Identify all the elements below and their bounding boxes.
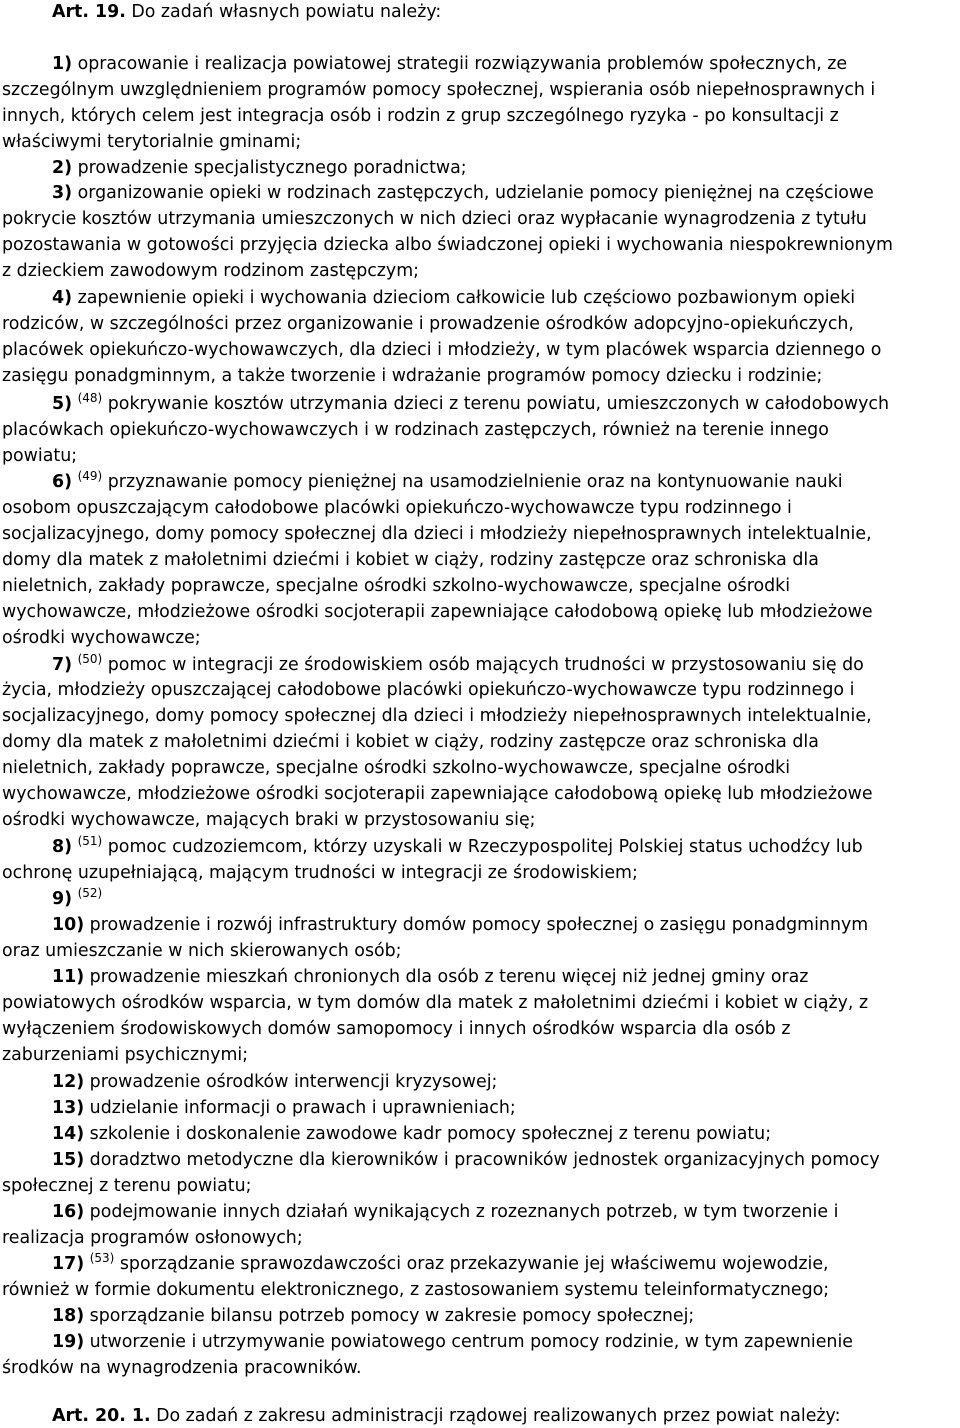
text-line [2, 1043, 248, 1067]
text-line [2, 496, 792, 520]
footnote-ref: (48) [77, 391, 103, 405]
line-text: szkolenie i doskonalenie zawodowe kadr pomocy społecznej z terenu powiatu; [84, 1124, 772, 1144]
line-text: wychowawcze, młodzieżowe ośrodki socjoterapii zapewniające całodobową opiekę lub młodzieżowe [2, 602, 873, 622]
list-item-start [52, 1148, 880, 1172]
line-text: pomoc cudzoziemcom, którzy uzyskali w Rzeczypospolitej Polskiej status uchodźcy lub [102, 837, 863, 857]
item-number: 8) [52, 837, 73, 857]
item-number: 6) [52, 472, 73, 492]
line-text: z dzieckiem zawodowym rodzinom zastępczym; [2, 261, 420, 281]
text-line [2, 104, 839, 128]
line-text: organizowanie opieki w rodzinach zastępczych, udzielanie pomocy pieniężnej na częściowe [72, 183, 874, 203]
text-line [2, 418, 829, 442]
line-text: zaburzeniami psychicznymi; [2, 1045, 249, 1065]
item-number: 7) [52, 655, 73, 675]
text-line [2, 782, 873, 806]
line-text: prowadzenie mieszkań chronionych dla osób z terenu więcej niż jednej gminy oraz [84, 967, 809, 987]
text-line [2, 626, 201, 650]
text-line [2, 130, 301, 154]
text-line [2, 1226, 303, 1250]
line-text: szczególnym uwzględnieniem programów pomocy społecznej, wspierania osób niepełnosprawnych i [2, 80, 876, 100]
text-line [2, 312, 854, 336]
list-item-start [52, 887, 102, 911]
article-heading [52, 0, 441, 24]
text-line [2, 1278, 829, 1302]
item-number: 4) [52, 288, 73, 308]
item-number: 18) [52, 1306, 85, 1326]
line-text: nieletnich, zakłady poprawcze, specjalne ośrodki szkolno-wychowawcze, specjalne ośrodki [2, 576, 791, 596]
line-text: podejmowanie innych działań wynikających z rozeznanych potrzeb, w tym tworzenie i [84, 1202, 839, 1222]
list-item-start [52, 835, 863, 859]
list-item-start [52, 1304, 694, 1328]
line-text: prowadzenie i rozwój infrastruktury domów pomocy społecznej o zasięgu ponadgminnym [84, 915, 869, 935]
list-item-start [52, 913, 868, 937]
footnote-ref: (52) [77, 886, 103, 900]
line-text: placówkach opiekuńczo-wychowawczych i w rodzinach zastępczych, również na terenie innego [2, 420, 829, 440]
text-line [2, 444, 77, 468]
line-text: oraz umieszczanie w nich skierowanych osób; [2, 941, 402, 961]
footnote-ref: (49) [77, 469, 103, 483]
text-line [2, 861, 638, 885]
text-line [2, 574, 790, 598]
line-text: sporządzanie sprawozdawczości oraz przekazywanie jej właściwemu wojewodzie, [114, 1254, 829, 1274]
text-line [2, 756, 790, 780]
footnote-ref: (50) [77, 652, 103, 666]
item-number: 15) [52, 1150, 85, 1170]
text-line [2, 704, 872, 728]
item-number: Art. 20. 1. [52, 1406, 151, 1426]
line-text: wychowawcze, młodzieżowe ośrodki socjoterapii zapewniające całodobową opiekę lub młodzieżowe [2, 784, 873, 804]
text-line [2, 1356, 361, 1380]
line-text: pomoc w integracji ze środowiskiem osób mających trudności w przystosowaniu się do [102, 655, 864, 675]
item-number: 3) [52, 183, 73, 203]
text-line [2, 338, 881, 362]
item-number: 17) [52, 1254, 85, 1274]
line-text: przyznawanie pomocy pieniężnej na usamodzielnienie oraz na kontynuowanie nauki [102, 472, 843, 492]
text-line [2, 730, 819, 754]
item-number: 19) [52, 1332, 85, 1352]
line-text: doradztwo metodyczne dla kierowników i pracowników jednostek organizacyjnych pomocy [84, 1150, 880, 1170]
line-text: również w formie dokumentu elektronicznego, z zastosowaniem systemu teleinformatycznego; [2, 1280, 830, 1300]
line-text: środków na wynagrodzenia pracowników. [2, 1358, 362, 1378]
line-text: wyłączeniem środowiskowych domów samopomocy i innych ośrodków wsparcia dla osób z [2, 1019, 791, 1039]
list-item-start [52, 181, 874, 205]
text-line [2, 78, 875, 102]
line-text: domy dla matek z małoletnimi dziećmi i kobiet w ciąży, rodziny zastępcze oraz schroniska dla [2, 732, 819, 752]
text-line [2, 207, 867, 231]
line-text: prowadzenie specjalistycznego poradnictwa; [72, 158, 467, 178]
line-text: opracowanie i realizacja powiatowej strategii rozwiązywania problemów społecznych, ze [72, 54, 848, 74]
list-item-start [52, 1200, 838, 1224]
line-text: domy dla matek z małoletnimi dziećmi i kobiet w ciąży, rodziny zastępcze oraz schroniska dla [2, 550, 819, 570]
line-text: ośrodki wychowawcze, mających braki w przystosowaniu się; [2, 810, 536, 830]
article-heading [52, 1404, 840, 1428]
line-text: pokrycie kosztów utrzymania umieszczonych w nich dzieci oraz wypłacanie wynagrodzenia z tytułu [2, 209, 867, 229]
line-text: zapewnienie opieki i wychowania dzieciom całkowicie lub częściowo pozbawionym opieki [72, 288, 856, 308]
list-item-start [52, 1252, 829, 1276]
line-text: pokrywanie kosztów utrzymania dzieci z terenu powiatu, umieszczonych w całodobowych [102, 394, 890, 414]
line-text: życia, młodzieży opuszczającej całodobowe placówki opiekuńczo-wychowawcze typu rodzinnego i [2, 680, 855, 700]
text-line [2, 233, 893, 257]
line-text: właściwymi terytorialnie gminami; [2, 132, 302, 152]
list-item-start [52, 965, 808, 989]
line-text: pozostawania w gotowości przyjęcia dziecka albo świadczonej opieki i wychowania niespokrewnionym [2, 235, 893, 255]
list-item-start [52, 1096, 516, 1120]
list-item-start [52, 1122, 771, 1146]
list-item-start [52, 653, 864, 677]
line-text: utworzenie i utrzymywanie powiatowego centrum pomocy rodzinie, w tym zapewnienie [84, 1332, 853, 1352]
line-text: socjalizacyjnego, domy pomocy społecznej dla dzieci i młodzieży niepełnosprawnych intelektualnie, [2, 706, 872, 726]
list-item-start [52, 1330, 853, 1354]
item-number: 10) [52, 915, 85, 935]
item-number: 2) [52, 158, 73, 178]
line-text: innych, których celem jest integracja osób i rodzin z grup szczególnego ryzyka - po konsultacji z [2, 106, 839, 126]
list-item-start [52, 1070, 497, 1094]
line-text: prowadzenie ośrodków interwencji kryzysowej; [84, 1072, 498, 1092]
line-text: powiatu; [2, 446, 78, 466]
list-item-start [52, 286, 855, 310]
footnote-ref: (53) [89, 1251, 115, 1265]
line-text: sporządzanie bilansu potrzeb pomocy w zakresie pomocy społecznej; [84, 1306, 695, 1326]
line-text: osobom opuszczającym całodobowe placówki opiekuńczo-wychowawcze typu rodzinnego i [2, 498, 792, 518]
text-line [2, 808, 536, 832]
item-number: 11) [52, 967, 85, 987]
line-text: społecznej z terenu powiatu; [2, 1176, 252, 1196]
list-item-start [52, 392, 889, 416]
line-text: realizacja programów osłonowych; [2, 1228, 303, 1248]
item-number: 12) [52, 1072, 85, 1092]
line-text: Do zadań z zakresu administracji rządowej realizowanych przez powiat należy: [150, 1406, 841, 1426]
line-text: ochronę uzupełniającą, mającym trudności w integracji ze środowiskiem; [2, 863, 638, 883]
text-line [2, 1017, 791, 1041]
line-text: udzielanie informacji o prawach i uprawnieniach; [84, 1098, 516, 1118]
item-number: 13) [52, 1098, 85, 1118]
item-number: 1) [52, 54, 73, 74]
line-text: powiatowych ośrodków wsparcia, w tym domów dla matek z małoletnimi dziećmi i kobiet w ciąży, z [2, 993, 869, 1013]
text-line [2, 364, 822, 388]
line-text: Do zadań własnych powiatu należy: [125, 2, 442, 22]
line-text: placówek opiekuńczo-wychowawczych, dla dzieci i młodzieży, w tym placówek wsparcia dziennego o [2, 340, 882, 360]
text-line [2, 991, 868, 1015]
list-item-start [52, 470, 843, 494]
item-number: 5) [52, 394, 73, 414]
line-text: zasięgu ponadgminnym, a także tworzenie i wdrażanie programów pomocy dziecku i rodzinie; [2, 366, 823, 386]
text-line [2, 522, 872, 546]
text-line [2, 678, 854, 702]
text-line [2, 600, 873, 624]
text-line [2, 939, 402, 963]
line-text: ośrodki wychowawcze; [2, 628, 201, 648]
footnote-ref: (51) [77, 834, 103, 848]
list-item-start [52, 156, 467, 180]
text-line [2, 1174, 251, 1198]
line-text: rodziców, w szczególności przez organizowanie i prowadzenie ośrodków adopcyjno-opiekuńczych, [2, 314, 854, 334]
text-line [2, 259, 419, 283]
line-text: socjalizacyjnego, domy pomocy społecznej dla dzieci i młodzieży niepełnosprawnych intelektualnie, [2, 524, 872, 544]
item-number: Art. 19. [52, 2, 126, 22]
item-number: 16) [52, 1202, 85, 1222]
list-item-start [52, 52, 847, 76]
text-line [2, 548, 819, 572]
item-number: 9) [52, 889, 73, 909]
item-number: 14) [52, 1124, 85, 1144]
line-text: nieletnich, zakłady poprawcze, specjalne ośrodki szkolno-wychowawcze, specjalne ośrodki [2, 758, 791, 778]
